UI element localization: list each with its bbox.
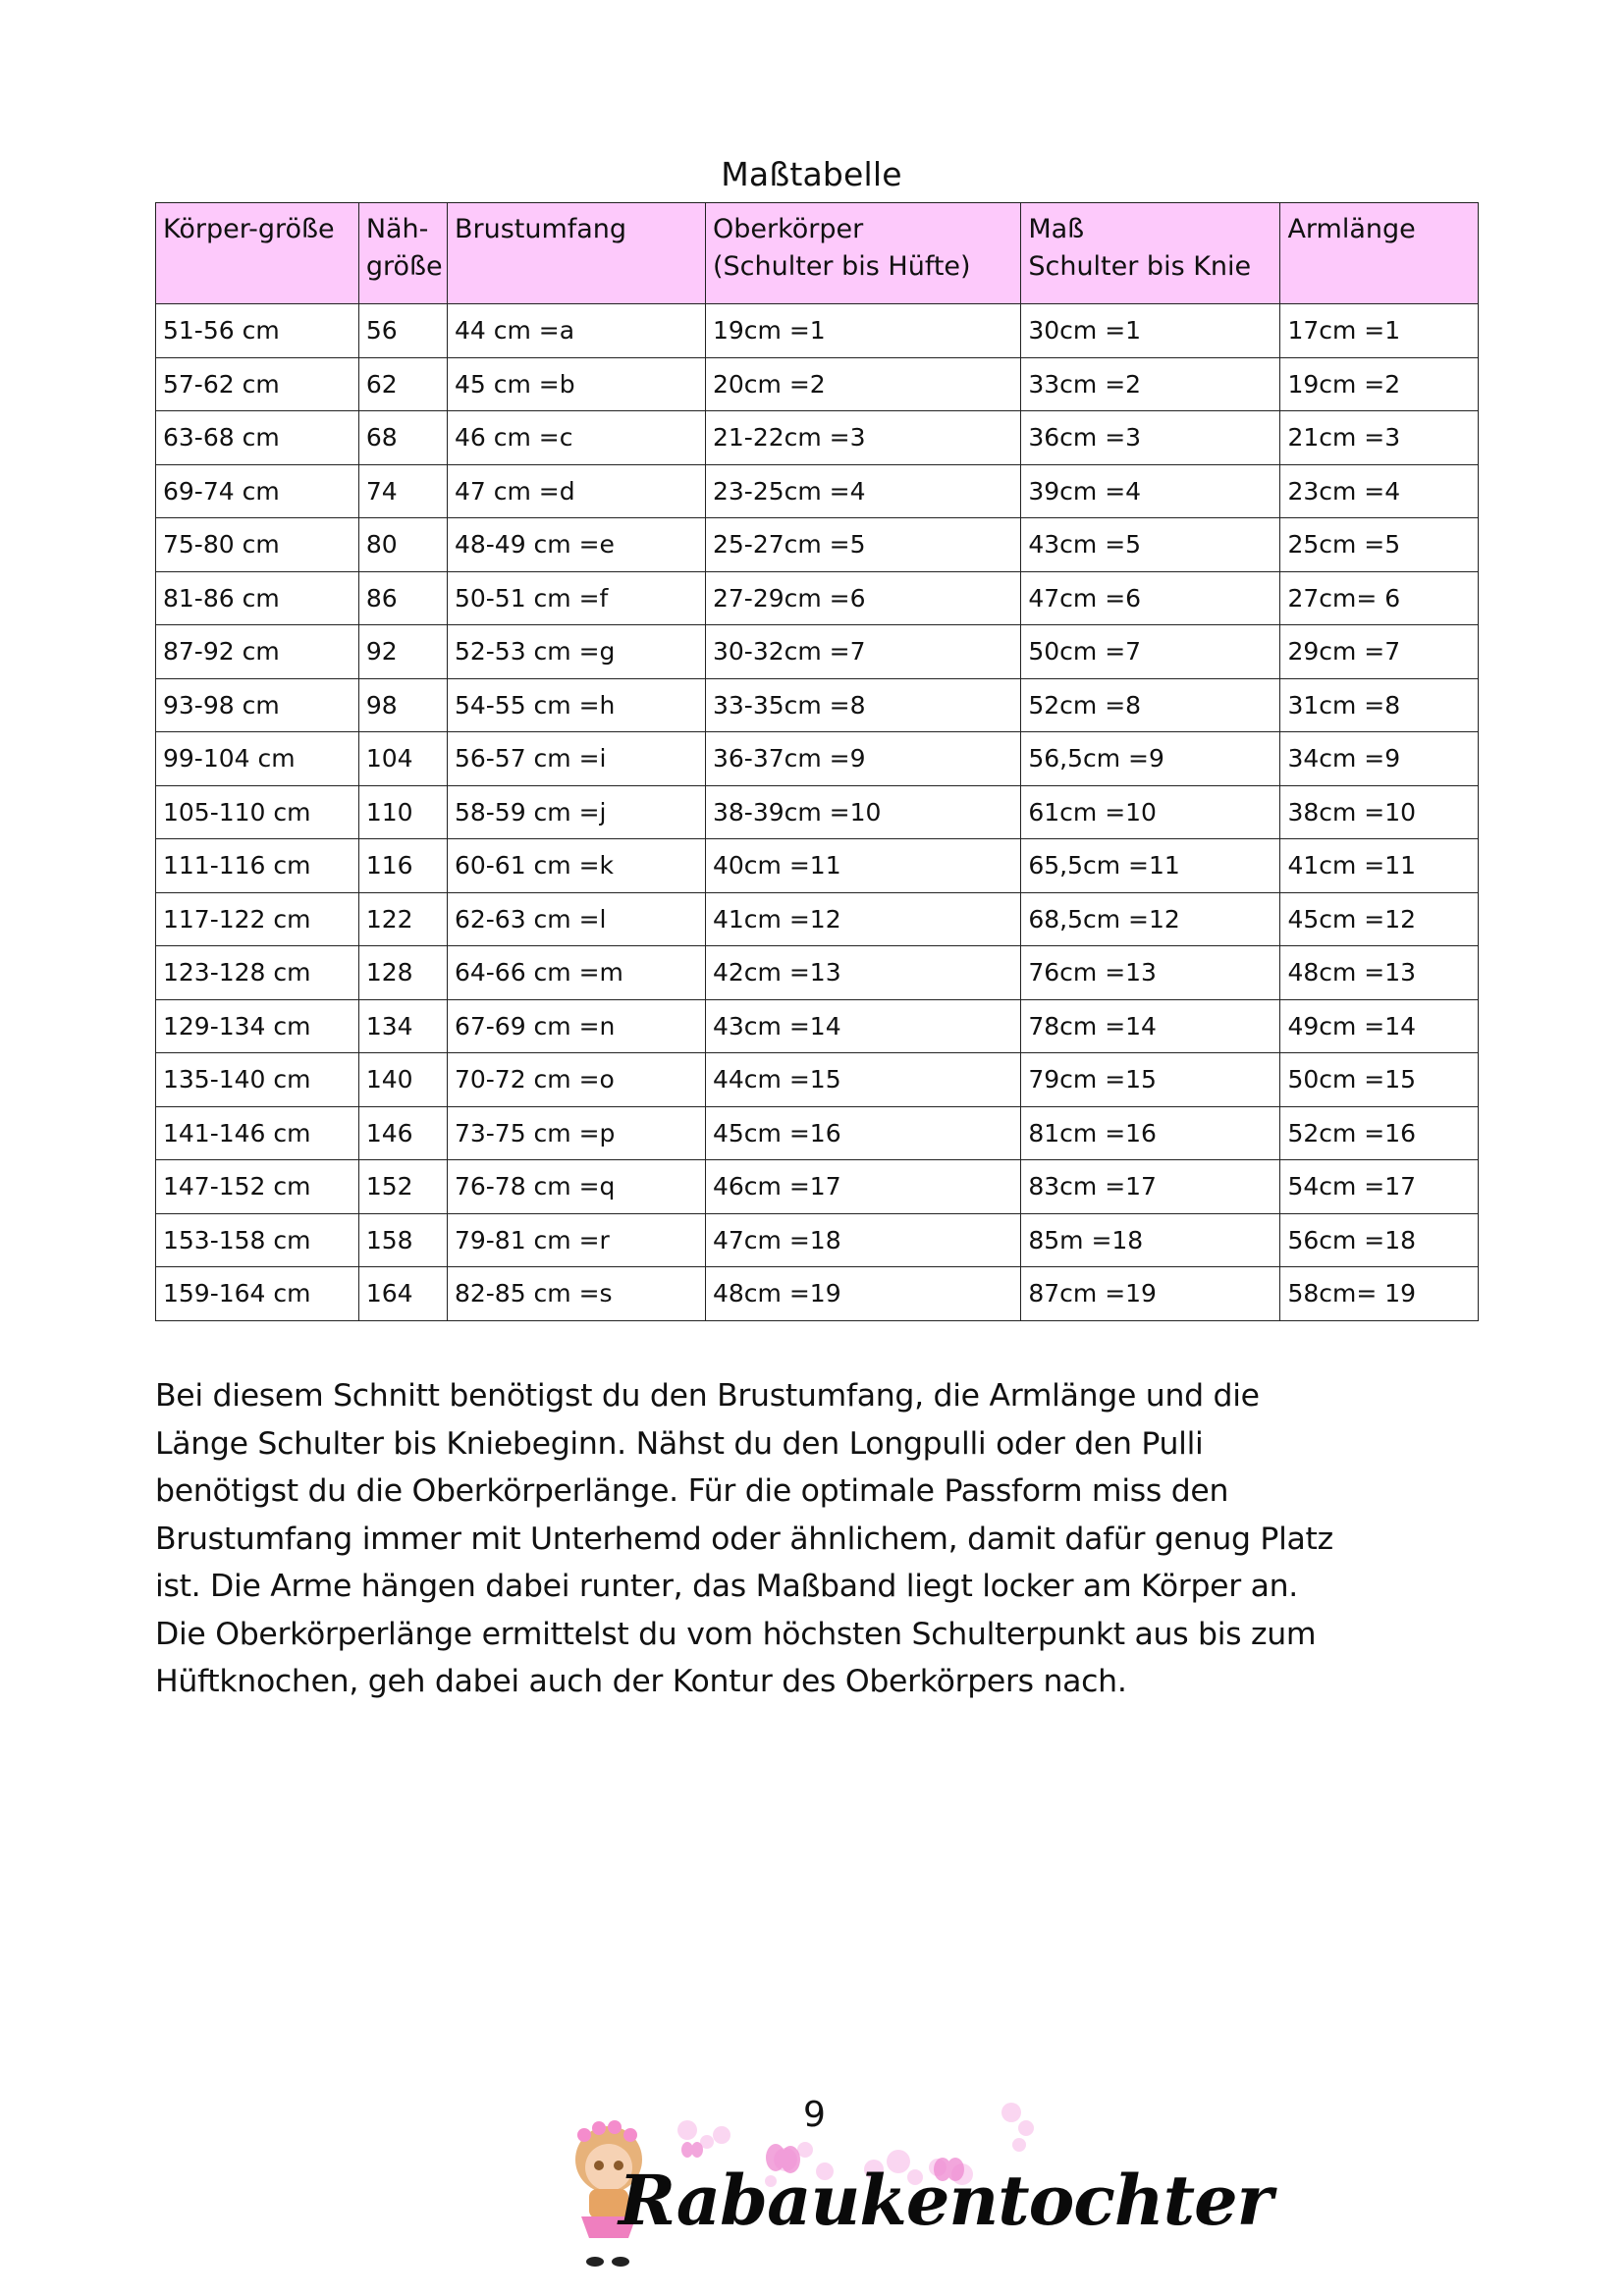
table-cell: 21-22cm =3: [705, 411, 1020, 465]
table-body: [156, 304, 1479, 1321]
column-header-line: größe: [365, 251, 443, 282]
table-cell: 152: [358, 1160, 447, 1214]
table-cell: 47 cm =d: [447, 464, 705, 518]
table-cell: 92: [358, 625, 447, 679]
paragraph-line: Brustumfang immer mit Unterhemd oder ähnlichem, damit dafür genug Platz: [155, 1521, 1333, 1557]
table-cell: 17cm =1: [1280, 304, 1479, 358]
table-cell: 141-146 cm: [156, 1106, 359, 1160]
table-cell: 159-164 cm: [156, 1267, 359, 1321]
paragraph-line: Die Oberkörperlänge ermittelst du vom höchsten Schulterpunkt aus bis zum: [155, 1616, 1317, 1652]
table-cell: 146: [358, 1106, 447, 1160]
table-cell: 85m =18: [1021, 1213, 1280, 1267]
column-header-line: Brustumfang: [454, 214, 627, 244]
table-row: [156, 571, 1479, 625]
table-cell: 98: [358, 678, 447, 732]
table-cell: 34cm =9: [1280, 732, 1479, 786]
table-cell: 56cm =18: [1280, 1213, 1479, 1267]
table-cell: 19cm =2: [1280, 357, 1479, 411]
instructions-paragraph: [155, 1372, 1490, 1706]
size-table: [155, 202, 1479, 1321]
table-cell: 63-68 cm: [156, 411, 359, 465]
table-cell: 48cm =13: [1280, 946, 1479, 1000]
table-cell: 48-49 cm =e: [447, 518, 705, 572]
table-cell: 69-74 cm: [156, 464, 359, 518]
table-row: [156, 892, 1479, 946]
footer-logo: [550, 2091, 1272, 2287]
table-cell: 87cm =19: [1021, 1267, 1280, 1321]
table-cell: 43cm =14: [705, 999, 1020, 1053]
table-cell: 42cm =13: [705, 946, 1020, 1000]
table-cell: 46 cm =c: [447, 411, 705, 465]
table-cell: 19cm =1: [705, 304, 1020, 358]
table-cell: 54-55 cm =h: [447, 678, 705, 732]
table-cell: 21cm =3: [1280, 411, 1479, 465]
paragraph-line: Länge Schulter bis Kniebeginn. Nähst du den Longpulli oder den Pulli: [155, 1425, 1204, 1462]
column-header-line: Maß: [1028, 214, 1085, 244]
table-cell: 51-56 cm: [156, 304, 359, 358]
table-cell: 45cm =16: [705, 1106, 1020, 1160]
column-header-line: Körper-größe: [163, 214, 335, 244]
column-header: [358, 203, 447, 304]
table-row: [156, 732, 1479, 786]
table-cell: 58cm= 19: [1280, 1267, 1479, 1321]
column-header-line: Armlänge: [1287, 214, 1416, 244]
table-cell: 36cm =3: [1021, 411, 1280, 465]
table-cell: 56-57 cm =i: [447, 732, 705, 786]
table-cell: 61cm =10: [1021, 785, 1280, 839]
table-cell: 41cm =11: [1280, 839, 1479, 893]
table-cell: 25-27cm =5: [705, 518, 1020, 572]
table-cell: 38-39cm =10: [705, 785, 1020, 839]
table-cell: 31cm =8: [1280, 678, 1479, 732]
table-cell: 68,5cm =12: [1021, 892, 1280, 946]
table-cell: 52cm =16: [1280, 1106, 1479, 1160]
table-cell: 79-81 cm =r: [447, 1213, 705, 1267]
table-cell: 25cm =5: [1280, 518, 1479, 572]
table-cell: 65,5cm =11: [1021, 839, 1280, 893]
brand-logo-text: Rabaukentochter: [619, 2160, 1272, 2241]
table-cell: 39cm =4: [1021, 464, 1280, 518]
table-cell: 79cm =15: [1021, 1053, 1280, 1107]
table-cell: 47cm =6: [1021, 571, 1280, 625]
table-cell: 49cm =14: [1280, 999, 1479, 1053]
column-header-line: Näh-: [365, 214, 429, 244]
table-cell: 30cm =1: [1021, 304, 1280, 358]
column-header-line: Oberkörper: [712, 214, 864, 244]
table-cell: 87-92 cm: [156, 625, 359, 679]
table-title: Maßtabelle: [721, 155, 902, 193]
table-cell: 81-86 cm: [156, 571, 359, 625]
table-cell: 99-104 cm: [156, 732, 359, 786]
table-cell: 62-63 cm =l: [447, 892, 705, 946]
page-number: 9: [803, 2095, 826, 2135]
column-header: [447, 203, 705, 304]
table-cell: 134: [358, 999, 447, 1053]
table-cell: 47cm =18: [705, 1213, 1020, 1267]
table-cell: 44cm =15: [705, 1053, 1020, 1107]
paragraph-line: benötigst du die Oberkörperlänge. Für die optimale Passform miss den: [155, 1473, 1229, 1509]
table-row: [156, 785, 1479, 839]
table-cell: 62: [358, 357, 447, 411]
table-cell: 82-85 cm =s: [447, 1267, 705, 1321]
table-cell: 44 cm =a: [447, 304, 705, 358]
table-cell: 76cm =13: [1021, 946, 1280, 1000]
table-cell: 33cm =2: [1021, 357, 1280, 411]
table-row: [156, 999, 1479, 1053]
table-cell: 80: [358, 518, 447, 572]
table-cell: 20cm =2: [705, 357, 1020, 411]
table-cell: 111-116 cm: [156, 839, 359, 893]
table-cell: 73-75 cm =p: [447, 1106, 705, 1160]
table-cell: 30-32cm =7: [705, 625, 1020, 679]
table-cell: 27-29cm =6: [705, 571, 1020, 625]
table-cell: 41cm =12: [705, 892, 1020, 946]
table-cell: 38cm =10: [1280, 785, 1479, 839]
table-cell: 147-152 cm: [156, 1160, 359, 1214]
table-cell: 29cm =7: [1280, 625, 1479, 679]
table-row: [156, 1213, 1479, 1267]
table-cell: 52cm =8: [1021, 678, 1280, 732]
table-row: [156, 411, 1479, 465]
table-row: [156, 1160, 1479, 1214]
table-cell: 68: [358, 411, 447, 465]
table-row: [156, 946, 1479, 1000]
table-row: [156, 357, 1479, 411]
table-row: [156, 678, 1479, 732]
table-cell: 70-72 cm =o: [447, 1053, 705, 1107]
table-cell: 158: [358, 1213, 447, 1267]
table-cell: 153-158 cm: [156, 1213, 359, 1267]
table-cell: 56,5cm =9: [1021, 732, 1280, 786]
paragraph-line: ist. Die Arme hängen dabei runter, das Maßband liegt locker am Körper an.: [155, 1569, 1298, 1604]
table-cell: 67-69 cm =n: [447, 999, 705, 1053]
table-cell: 123-128 cm: [156, 946, 359, 1000]
table-cell: 46cm =17: [705, 1160, 1020, 1214]
table-header-row: [156, 203, 1479, 304]
table-cell: 64-66 cm =m: [447, 946, 705, 1000]
table-cell: 74: [358, 464, 447, 518]
table-cell: 76-78 cm =q: [447, 1160, 705, 1214]
table-cell: 45 cm =b: [447, 357, 705, 411]
table-row: [156, 1106, 1479, 1160]
table-row: [156, 625, 1479, 679]
table-cell: 58-59 cm =j: [447, 785, 705, 839]
paragraph-line: Hüftknochen, geh dabei auch der Kontur des Oberkörpers nach.: [155, 1664, 1127, 1699]
table-cell: 86: [358, 571, 447, 625]
column-header-line: (Schulter bis Hüfte): [712, 251, 971, 282]
table-cell: 129-134 cm: [156, 999, 359, 1053]
column-header: [156, 203, 359, 304]
table-cell: 140: [358, 1053, 447, 1107]
table-cell: 48cm =19: [705, 1267, 1020, 1321]
table-cell: 78cm =14: [1021, 999, 1280, 1053]
table-cell: 110: [358, 785, 447, 839]
column-header: [1021, 203, 1280, 304]
table-cell: 105-110 cm: [156, 785, 359, 839]
table-cell: 104: [358, 732, 447, 786]
table-cell: 122: [358, 892, 447, 946]
table-cell: 93-98 cm: [156, 678, 359, 732]
table-cell: 116: [358, 839, 447, 893]
table-cell: 43cm =5: [1021, 518, 1280, 572]
table-cell: 50-51 cm =f: [447, 571, 705, 625]
table-cell: 52-53 cm =g: [447, 625, 705, 679]
table-cell: 33-35cm =8: [705, 678, 1020, 732]
paragraph-line: Bei diesem Schnitt benötigst du den Brustumfang, die Armlänge und die: [155, 1378, 1260, 1414]
table-row: [156, 304, 1479, 358]
table-cell: 50cm =7: [1021, 625, 1280, 679]
table-cell: 128: [358, 946, 447, 1000]
table-cell: 23cm =4: [1280, 464, 1479, 518]
column-header: [705, 203, 1020, 304]
table-cell: 54cm =17: [1280, 1160, 1479, 1214]
table-cell: 57-62 cm: [156, 357, 359, 411]
table-cell: 40cm =11: [705, 839, 1020, 893]
table-cell: 117-122 cm: [156, 892, 359, 946]
table-cell: 164: [358, 1267, 447, 1321]
table-row: [156, 1053, 1479, 1107]
table-cell: 81cm =16: [1021, 1106, 1280, 1160]
column-header: [1280, 203, 1479, 304]
table-cell: 83cm =17: [1021, 1160, 1280, 1214]
column-header-line: Schulter bis Knie: [1028, 251, 1252, 282]
table-row: [156, 1267, 1479, 1321]
table-cell: 60-61 cm =k: [447, 839, 705, 893]
table-cell: 45cm =12: [1280, 892, 1479, 946]
table-cell: 135-140 cm: [156, 1053, 359, 1107]
table-cell: 75-80 cm: [156, 518, 359, 572]
table-cell: 27cm= 6: [1280, 571, 1479, 625]
table-cell: 23-25cm =4: [705, 464, 1020, 518]
table-row: [156, 464, 1479, 518]
table-cell: 50cm =15: [1280, 1053, 1479, 1107]
table-cell: 36-37cm =9: [705, 732, 1020, 786]
table-row: [156, 839, 1479, 893]
table-cell: 56: [358, 304, 447, 358]
table-row: [156, 518, 1479, 572]
